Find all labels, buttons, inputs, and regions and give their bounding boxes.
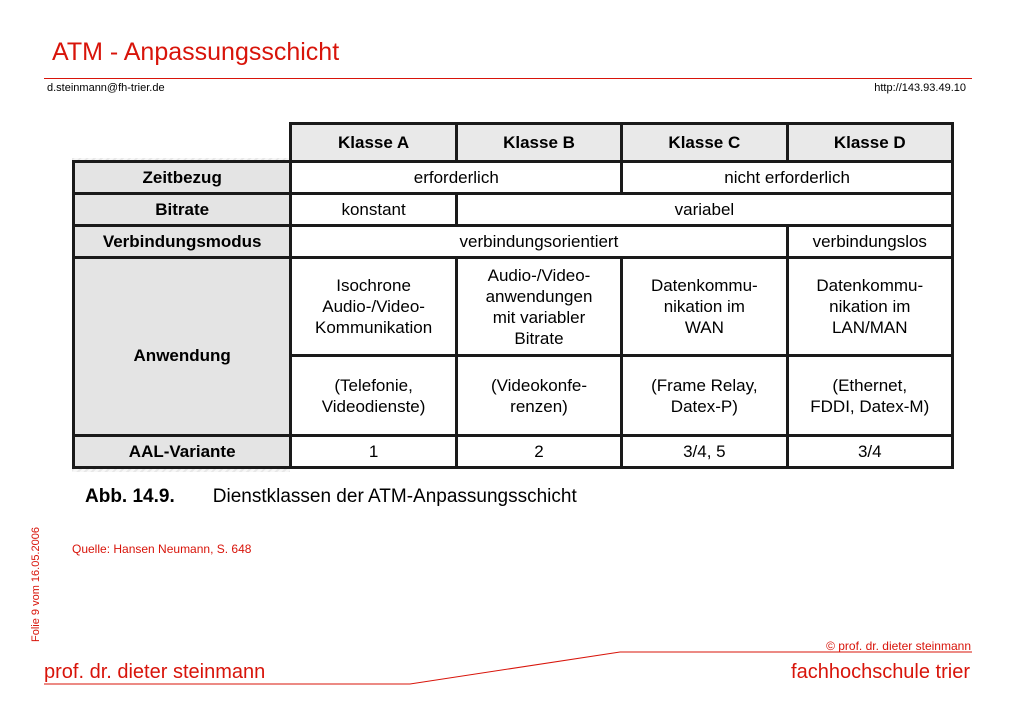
cell-anwendung-example-d: (Ethernet, FDDI, Datex-M) xyxy=(787,356,952,436)
row-header-zeitbezug: Zeitbezug xyxy=(74,162,291,194)
slide-folio: Folie 9 vom 16.05.2006 xyxy=(30,527,42,642)
caption-number: Abb. 14.9. xyxy=(85,486,175,507)
cell-anwendung-desc-a: Isochrone Audio-/Video- Kommunikation xyxy=(291,258,456,356)
row-header-anwendung: Anwendung xyxy=(74,258,291,436)
cell-anwendung-desc-b: Audio-/Video- anwendungen mit variabler Bitrate xyxy=(456,258,621,356)
author-email: d.steinmann@fh-trier.de xyxy=(47,82,165,94)
server-url: http://143.93.49.10 xyxy=(874,82,966,94)
footer-author: prof. dr. dieter steinmann xyxy=(44,661,266,683)
cell-bitrate-bcd: variabel xyxy=(456,194,952,226)
copyright-note: © prof. dr. dieter steinmann xyxy=(826,639,971,653)
cell-anwendung-example-c: (Frame Relay, Datex-P) xyxy=(622,356,787,436)
cell-aal-d: 3/4 xyxy=(787,436,952,468)
cell-zeitbezug-ab: erforderlich xyxy=(291,162,622,194)
row-header-bitrate: Bitrate xyxy=(74,194,291,226)
cell-anwendung-example-b: (Videokonfe- renzen) xyxy=(456,356,621,436)
row-header-aal: AAL-Variante xyxy=(74,436,291,468)
cell-anwendung-desc-d: Datenkommu- nikation im LAN/MAN xyxy=(787,258,952,356)
caption-text: Dienstklassen der ATM-Anpassungsschicht xyxy=(212,486,577,507)
column-header-a: Klasse A xyxy=(291,124,456,162)
source-note: Quelle: Hansen Neumann, S. 648 xyxy=(72,542,252,556)
cell-anwendung-example-a: (Telefonie, Videodienste) xyxy=(291,356,456,436)
column-header-d: Klasse D xyxy=(787,124,952,162)
cell-aal-c: 3/4, 5 xyxy=(622,436,787,468)
cell-aal-b: 2 xyxy=(456,436,621,468)
cell-modus-d: verbindungslos xyxy=(787,226,952,258)
cell-zeitbezug-cd: nicht erforderlich xyxy=(622,162,953,194)
cell-modus-abc: verbindungsorientiert xyxy=(291,226,787,258)
column-header-b: Klasse B xyxy=(456,124,621,162)
cell-aal-a: 1 xyxy=(291,436,456,468)
row-header-verbindungsmodus: Verbindungsmodus xyxy=(74,226,291,258)
cell-anwendung-desc-c: Datenkommu- nikation im WAN xyxy=(622,258,787,356)
footer-institution: fachhochschule trier xyxy=(791,661,970,683)
page-title: ATM - Anpassungsschicht xyxy=(52,38,340,66)
cell-bitrate-a: konstant xyxy=(291,194,456,226)
column-header-c: Klasse C xyxy=(622,124,787,162)
